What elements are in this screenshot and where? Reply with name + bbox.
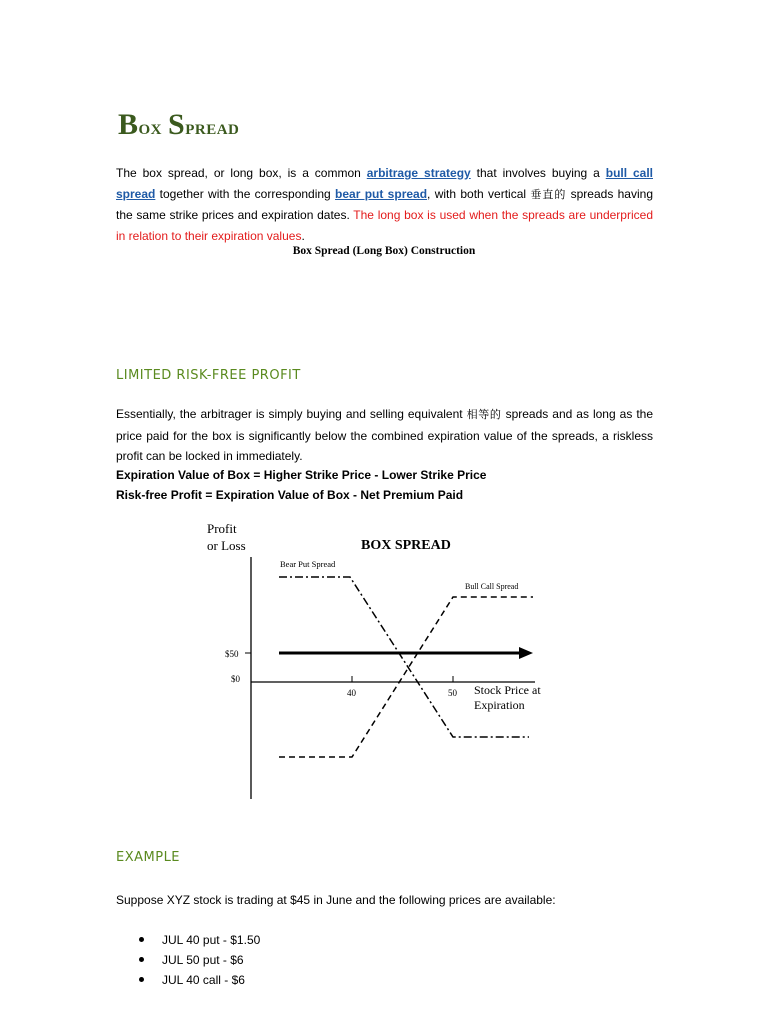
section-heading-risk-free: LIMITED RISK-FREE PROFIT bbox=[116, 368, 301, 383]
box-spread-chart bbox=[195, 515, 555, 805]
bear-put-spread-link[interactable]: bear put spread bbox=[335, 186, 428, 201]
figure-caption: Box Spread (Long Box) Construction bbox=[292, 245, 476, 257]
y-axis-label-line1: Profit bbox=[207, 521, 237, 536]
cjk-gloss: 垂直的 bbox=[530, 187, 567, 201]
section-heading-example: EXAMPLE bbox=[116, 850, 181, 865]
legend-bull-call-spread: Bull Call Spread bbox=[465, 582, 519, 591]
arrow-head-icon bbox=[519, 647, 533, 659]
intro-paragraph: The box spread, or long box, is a common arbitrage strategy that involves buying a bull call spread together with the corresponding bear put spread, with both vertical 垂直的 spreads having the same strike prices and expiration dates. The long box is used when the spreads are underpriced in relation to their expiration values. bbox=[116, 166, 653, 243]
arbitrage-strategy-link[interactable]: arbitrage strategy bbox=[366, 166, 471, 180]
legend-bear-put-spread: Bear Put Spread bbox=[280, 559, 336, 569]
bull-call-spread-line bbox=[279, 597, 533, 757]
example-paragraph: Suppose XYZ stock is trading at $45 in June and the following prices are available: bbox=[116, 893, 556, 907]
price-list bbox=[116, 930, 260, 990]
cjk-gloss: 相等的 bbox=[466, 408, 502, 421]
title-rest-1: ox bbox=[138, 114, 163, 139]
list-item: JUL 40 put - $1.50 bbox=[116, 930, 260, 950]
x-tick-label-50: 50 bbox=[448, 688, 457, 698]
bear-put-spread-line bbox=[279, 577, 529, 737]
x-axis-label-line2: Expiration bbox=[474, 698, 525, 712]
chart-title: BOX SPREAD bbox=[361, 538, 451, 553]
risk-free-paragraph: Essentially, the arbitrager is simply buying and selling equivalent 相等的 spreads and as long as the price paid for the box is significantly below the combined expiration value of the spreads, a riskless profit can be locked in immediately. bbox=[116, 407, 654, 463]
x-tick-label-40: 40 bbox=[347, 688, 356, 698]
y-tick-label-50: $50 bbox=[225, 649, 239, 659]
page-title bbox=[118, 108, 239, 142]
list-item: JUL 40 call - $6 bbox=[116, 970, 260, 990]
y-tick-label-0: $0 bbox=[231, 674, 240, 684]
title-rest-2: pread bbox=[185, 114, 240, 139]
red-highlight-text: The long box is used when the spreads are underpriced in relation to their expiration values bbox=[116, 208, 653, 243]
y-axis-label-line2: or Loss bbox=[207, 538, 246, 553]
title-initial-1: B bbox=[118, 108, 139, 141]
bull-call-spread-link[interactable]: bull call spread bbox=[116, 166, 653, 201]
list-item: JUL 50 put - $6 bbox=[116, 950, 260, 970]
title-initial-2: S bbox=[168, 108, 186, 141]
formula-expiration-value: Expiration Value of Box = Higher Strike Price - Lower Strike Price bbox=[116, 468, 487, 482]
x-axis-label-line1: Stock Price at bbox=[474, 683, 541, 697]
formula-risk-free-profit: Risk-free Profit = Expiration Value of Box - Net Premium Paid bbox=[116, 488, 464, 502]
